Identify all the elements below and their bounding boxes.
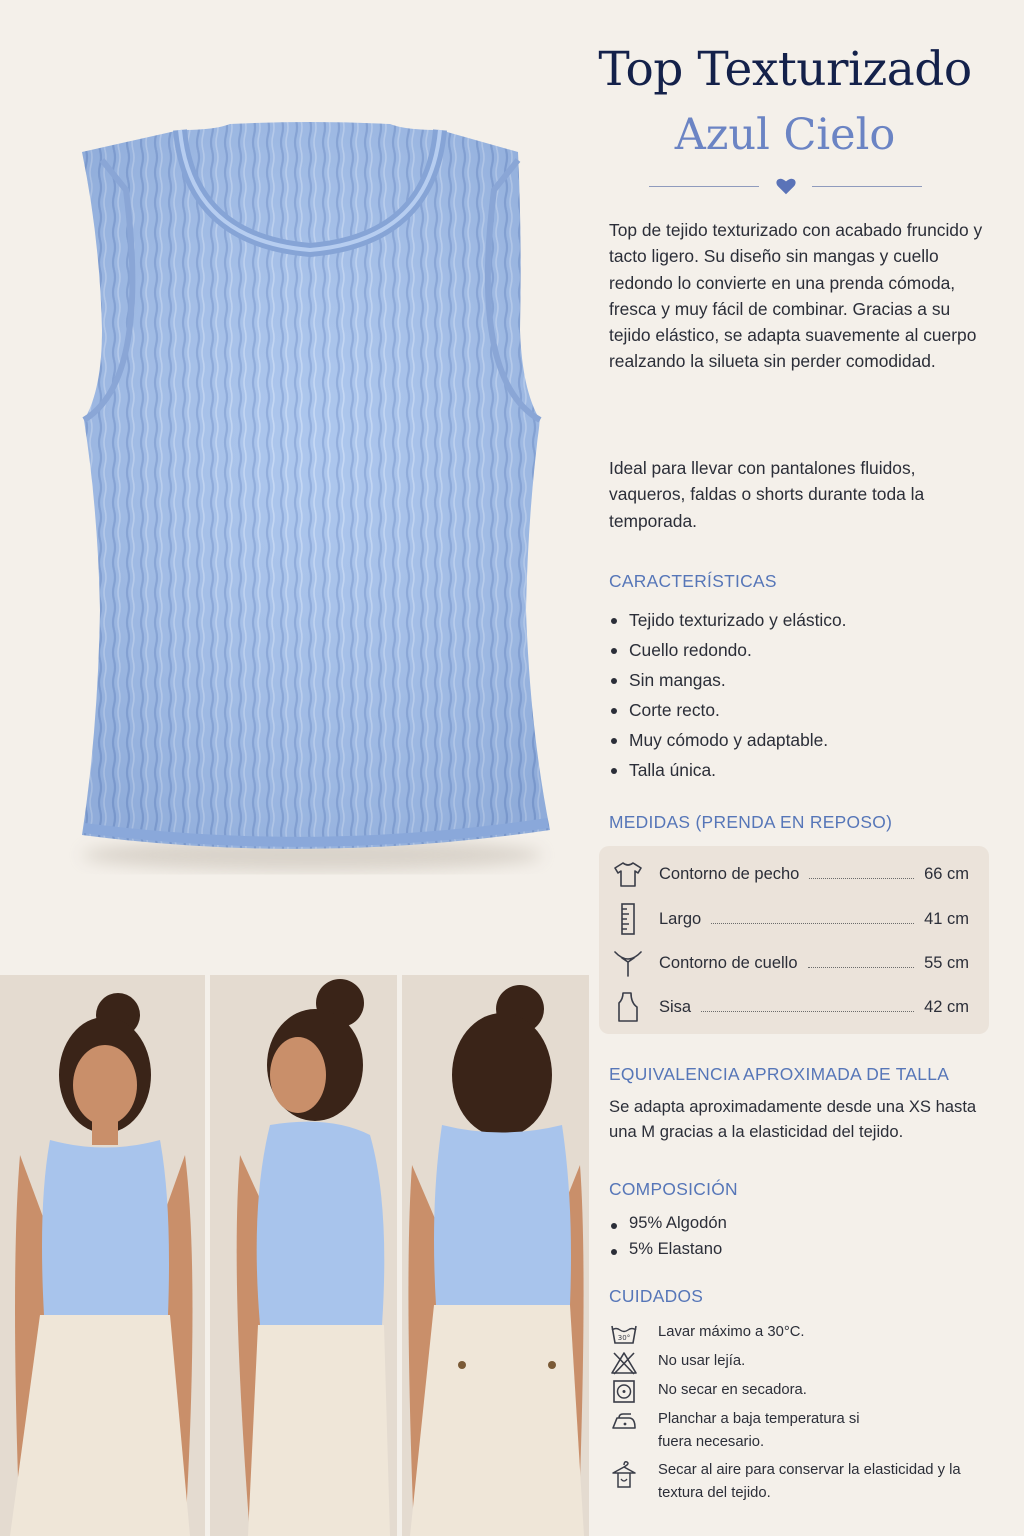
composition-heading: COMPOSICIÓN (609, 1179, 738, 1199)
product-title: Top Texturizado (598, 42, 972, 97)
care-heading: CUIDADOS (609, 1286, 704, 1306)
list-item: Corte recto. (609, 695, 847, 725)
list-item: Cuello redondo. (609, 635, 847, 665)
features-list (609, 605, 847, 785)
measures-heading: MEDIDAS (PRENDA EN REPOSO) (609, 812, 893, 832)
model-photo-side (210, 975, 397, 1536)
list-item: Sin mangas. (609, 665, 847, 695)
wash-30-icon (609, 1321, 639, 1347)
care-item: Secar al aire para conservar la elasticidad y la textura del tejido. (609, 1459, 989, 1505)
product-subtitle: Azul Cielo (674, 110, 896, 160)
size-heading: EQUIVALENCIA APROXIMADA DE TALLA (609, 1064, 950, 1084)
list-item: Tejido texturizado y elástico. (609, 605, 847, 635)
list-item: Talla única. (609, 755, 847, 785)
care-item: No usar lejía. (609, 1350, 989, 1376)
list-item: 95% Algodón (609, 1210, 727, 1236)
measure-row: Sisa 42 cm (599, 987, 989, 1027)
care-item: 30° Lavar máximo a 30°C. (609, 1321, 989, 1347)
heart-icon (775, 175, 797, 197)
measure-row: Contorno de cuello 55 cm (599, 943, 989, 983)
measures-table (599, 846, 989, 1034)
ruler-icon (612, 903, 644, 935)
no-bleach-icon (609, 1350, 639, 1376)
list-item: Muy cómodo y adaptable. (609, 725, 847, 755)
measure-row: Contorno de pecho 66 cm (599, 854, 989, 894)
model-photo-front (0, 975, 205, 1536)
product-image (40, 90, 580, 910)
model-photo-back (402, 975, 589, 1536)
tshirt-icon (612, 858, 644, 890)
divider-left (649, 186, 759, 187)
neckline-icon (612, 947, 644, 979)
armhole-icon (612, 991, 644, 1023)
iron-low-icon (609, 1408, 639, 1434)
no-tumble-dry-icon (609, 1379, 639, 1405)
features-heading: CARACTERÍSTICAS (609, 571, 777, 591)
care-item: No secar en secadora. (609, 1379, 989, 1405)
composition-list (609, 1210, 727, 1262)
description-paragraph-2: Ideal para llevar con pantalones fluidos, vaqueros, faldas o shorts durante toda la temporada. (609, 458, 925, 531)
description-paragraph-1: Top de tejido texturizado con acabado fruncido y tacto ligero. Su diseño sin mangas y cuello redondo lo convierte en una prenda cómoda, fresca y muy fácil de combinar. Gracias a su tejido elástico, se adapta suavemente al cuerpo realzando la silueta sin perder comodidad. (609, 220, 983, 372)
size-text: Se adapta aproximadamente desde una XS hasta una M gracias a la elasticidad del tejido. (609, 1097, 977, 1141)
hang-dry-icon (609, 1459, 639, 1485)
measure-row: Largo 41 cm (599, 899, 989, 939)
care-item: Planchar a baja temperatura si fuera necesario. (609, 1408, 989, 1454)
divider-right (812, 186, 922, 187)
svg-text:30°: 30° (617, 1334, 631, 1342)
list-item: 5% Elastano (609, 1236, 727, 1262)
